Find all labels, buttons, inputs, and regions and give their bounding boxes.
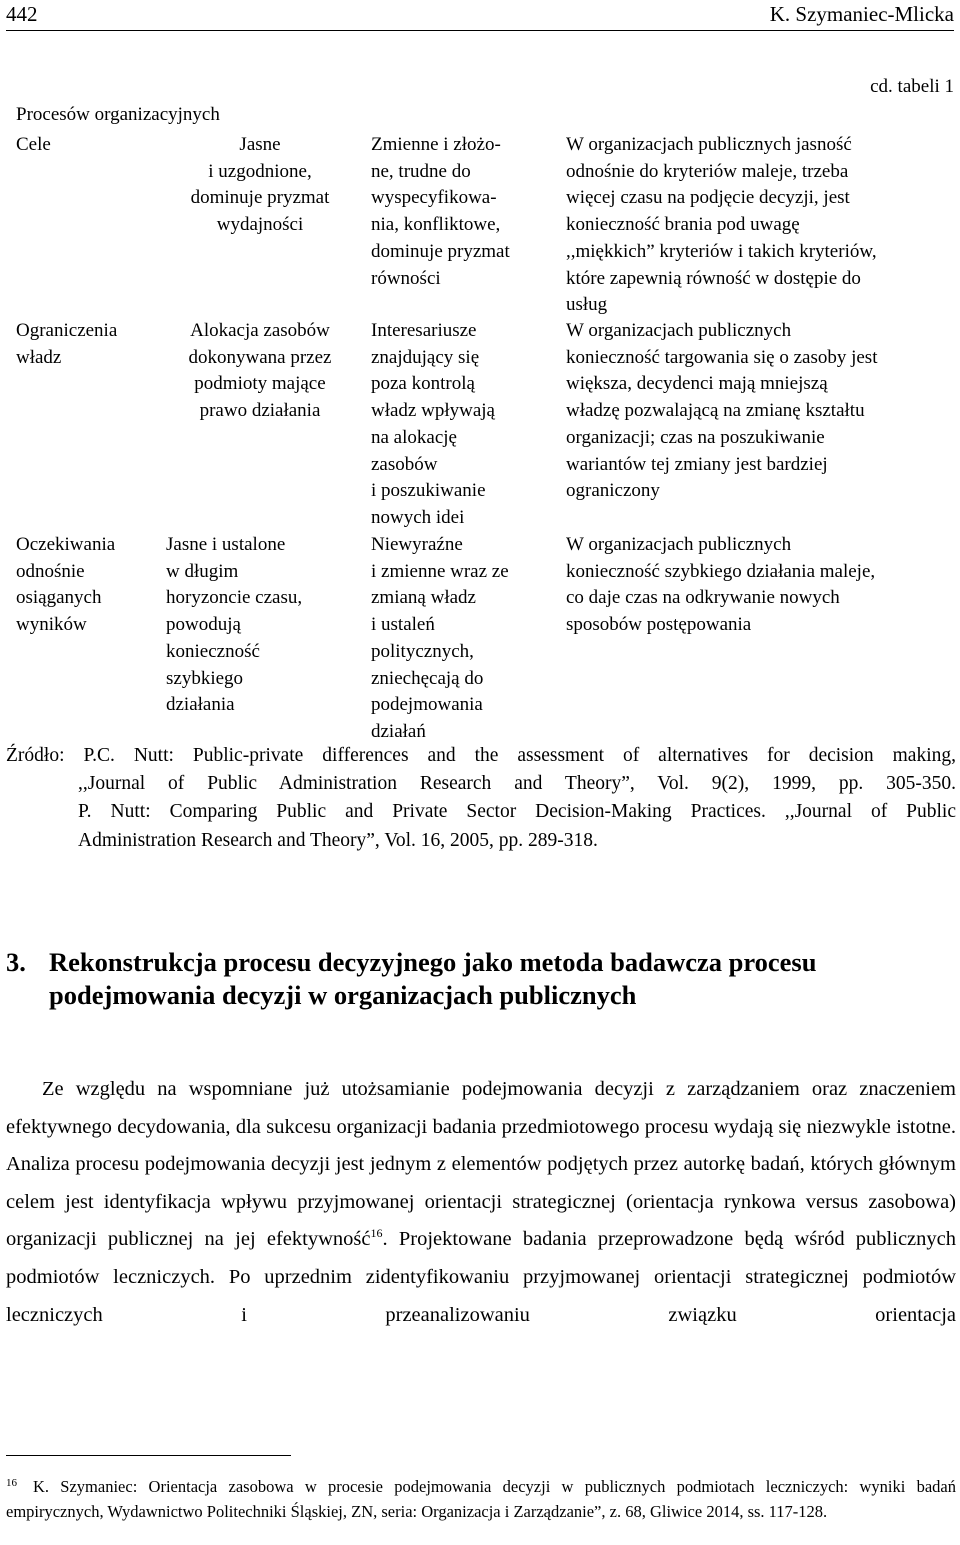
footnote <box>6 1471 956 1524</box>
source-line: ,,Journal of Public Administration Research and Theory”, Vol. 9(2), 1999, pp. 305-350. <box>78 773 956 795</box>
row-expectations-implication: W organizacjach publicznych konieczność szybkiego działania maleje, co daje czas na odkrywanie nowych sposobów postępowania <box>566 534 876 636</box>
row-goals-label: Cele <box>16 134 51 155</box>
body-text: . Projektowane badania przeprowadzone będą wśród publicznych podmiotów leczniczych. Po uprzednim zidentyfikowaniu przyjmowanej orientacji strategicznej podmiotów leczniczych i przeanalizowaniu związku orientacja <box>6 1228 956 1326</box>
source-line: Administration Research and Theory”, Vol. 16, 2005, pp. 289-318. <box>78 829 598 851</box>
footnote-number: 16 <box>6 1477 17 1489</box>
running-header <box>6 2 954 28</box>
row-expectations-label: Oczekiwania odnośnie osiąganych wyników <box>16 534 116 636</box>
source-line: Źródło: P.C. Nutt: Public-private differences and the assessment of alternatives for decision making, <box>6 745 956 766</box>
footnote-text: K. Szymaniec: Orientacja zasobowa w procesie podejmowania decyzji w publicznych podmiotach leczniczych: wyniki badań empirycznych, Wydawnictwo Politechniki Śląskiej, ZN, seria: Organizacja i Zarządzanie”, z. 68, Gliwice 2014, ss. 117-128. <box>6 1477 956 1521</box>
running-author: K. Szymaniec-Mlicka <box>769 2 954 26</box>
footnote-reference: 16 <box>370 1226 383 1241</box>
row-constraints-implication: W organizacjach publicznych konieczność targowania się o zasoby jest większa, decydenci mają mniejszą władzę pozwalającą na zmianę kształtu organizacji; czas na poszukiwanie wariantów tej zmiany jest bardziej ograniczony <box>566 320 878 502</box>
row-goals-private: Jasne i uzgodnione, dominuje pryzmat wydajności <box>190 134 330 236</box>
row-goals-public: Zmienne i złożo- ne, trudne do wyspecyfikowa- nia, konfliktowe, dominuje pryzmat równości <box>371 134 510 289</box>
section-title: Rekonstrukcja procesu decyzyjnego jako metoda badawcza procesu podejmowania decyzji w organizacjach publicznych <box>49 947 817 1010</box>
section-number: 3. <box>6 947 26 977</box>
row-expectations-private: Jasne i ustalone w długim horyzoncie czasu, powodują konieczność szybkiego działania <box>166 534 303 716</box>
row-constraints-label: Ograniczenia władz <box>16 320 118 368</box>
row-goals-implication: W organizacjach publicznych jasność odnośnie do kryteriów maleje, trzeba więcej czasu na podjęcie decyzji, jest konieczność brania pod uwagę ,,miękkich” kryteriów i takich kryteriów, które zapewnią równość w dostępie do usług <box>566 134 877 316</box>
source-line: P. Nutt: Comparing Public and Private Sector Decision-Making Practices. ,,Journal of Public <box>78 801 956 823</box>
table-source <box>6 742 956 855</box>
row-expectations-public: Niewyraźne i zmienne wraz ze zmianą władz i ustaleń politycznych, zniechęcają do podejmowania działań <box>371 534 509 742</box>
table-heading: Procesów organizacyjnych <box>16 104 220 125</box>
row-constraints-private: Alokacja zasobów dokonywana przez podmioty mające prawo działania <box>188 320 332 422</box>
table-continued-label: cd. tabeli 1 <box>870 76 954 97</box>
row-constraints-public: Interesariusze znajdujący się poza kontrolą władz wpływają na alokację zasobów i poszukiwanie nowych idei <box>371 320 495 528</box>
page-number: 442 <box>6 2 38 26</box>
footnote-rule <box>6 1455 291 1456</box>
body-text: Ze względu na wspomniane już utożsamianie podejmowania decyzji z zarządzaniem oraz znaczeniem efektywnego decydowania, dla sukcesu organizacji badania przedmiotowego procesu wydają się niezwykle istotne. Analiza procesu podejmowania decyzji jest jednym z elementów podjętych przez autorkę badań, których głównym celem jest identyfikacja wpływu przyjmowanej orientacji strategicznej (orientacja rynkowa versus zasobowa) organizacji publicznej na jej efektywność <box>6 1078 956 1251</box>
header-rule <box>6 30 954 31</box>
body-paragraph <box>6 1071 956 1334</box>
